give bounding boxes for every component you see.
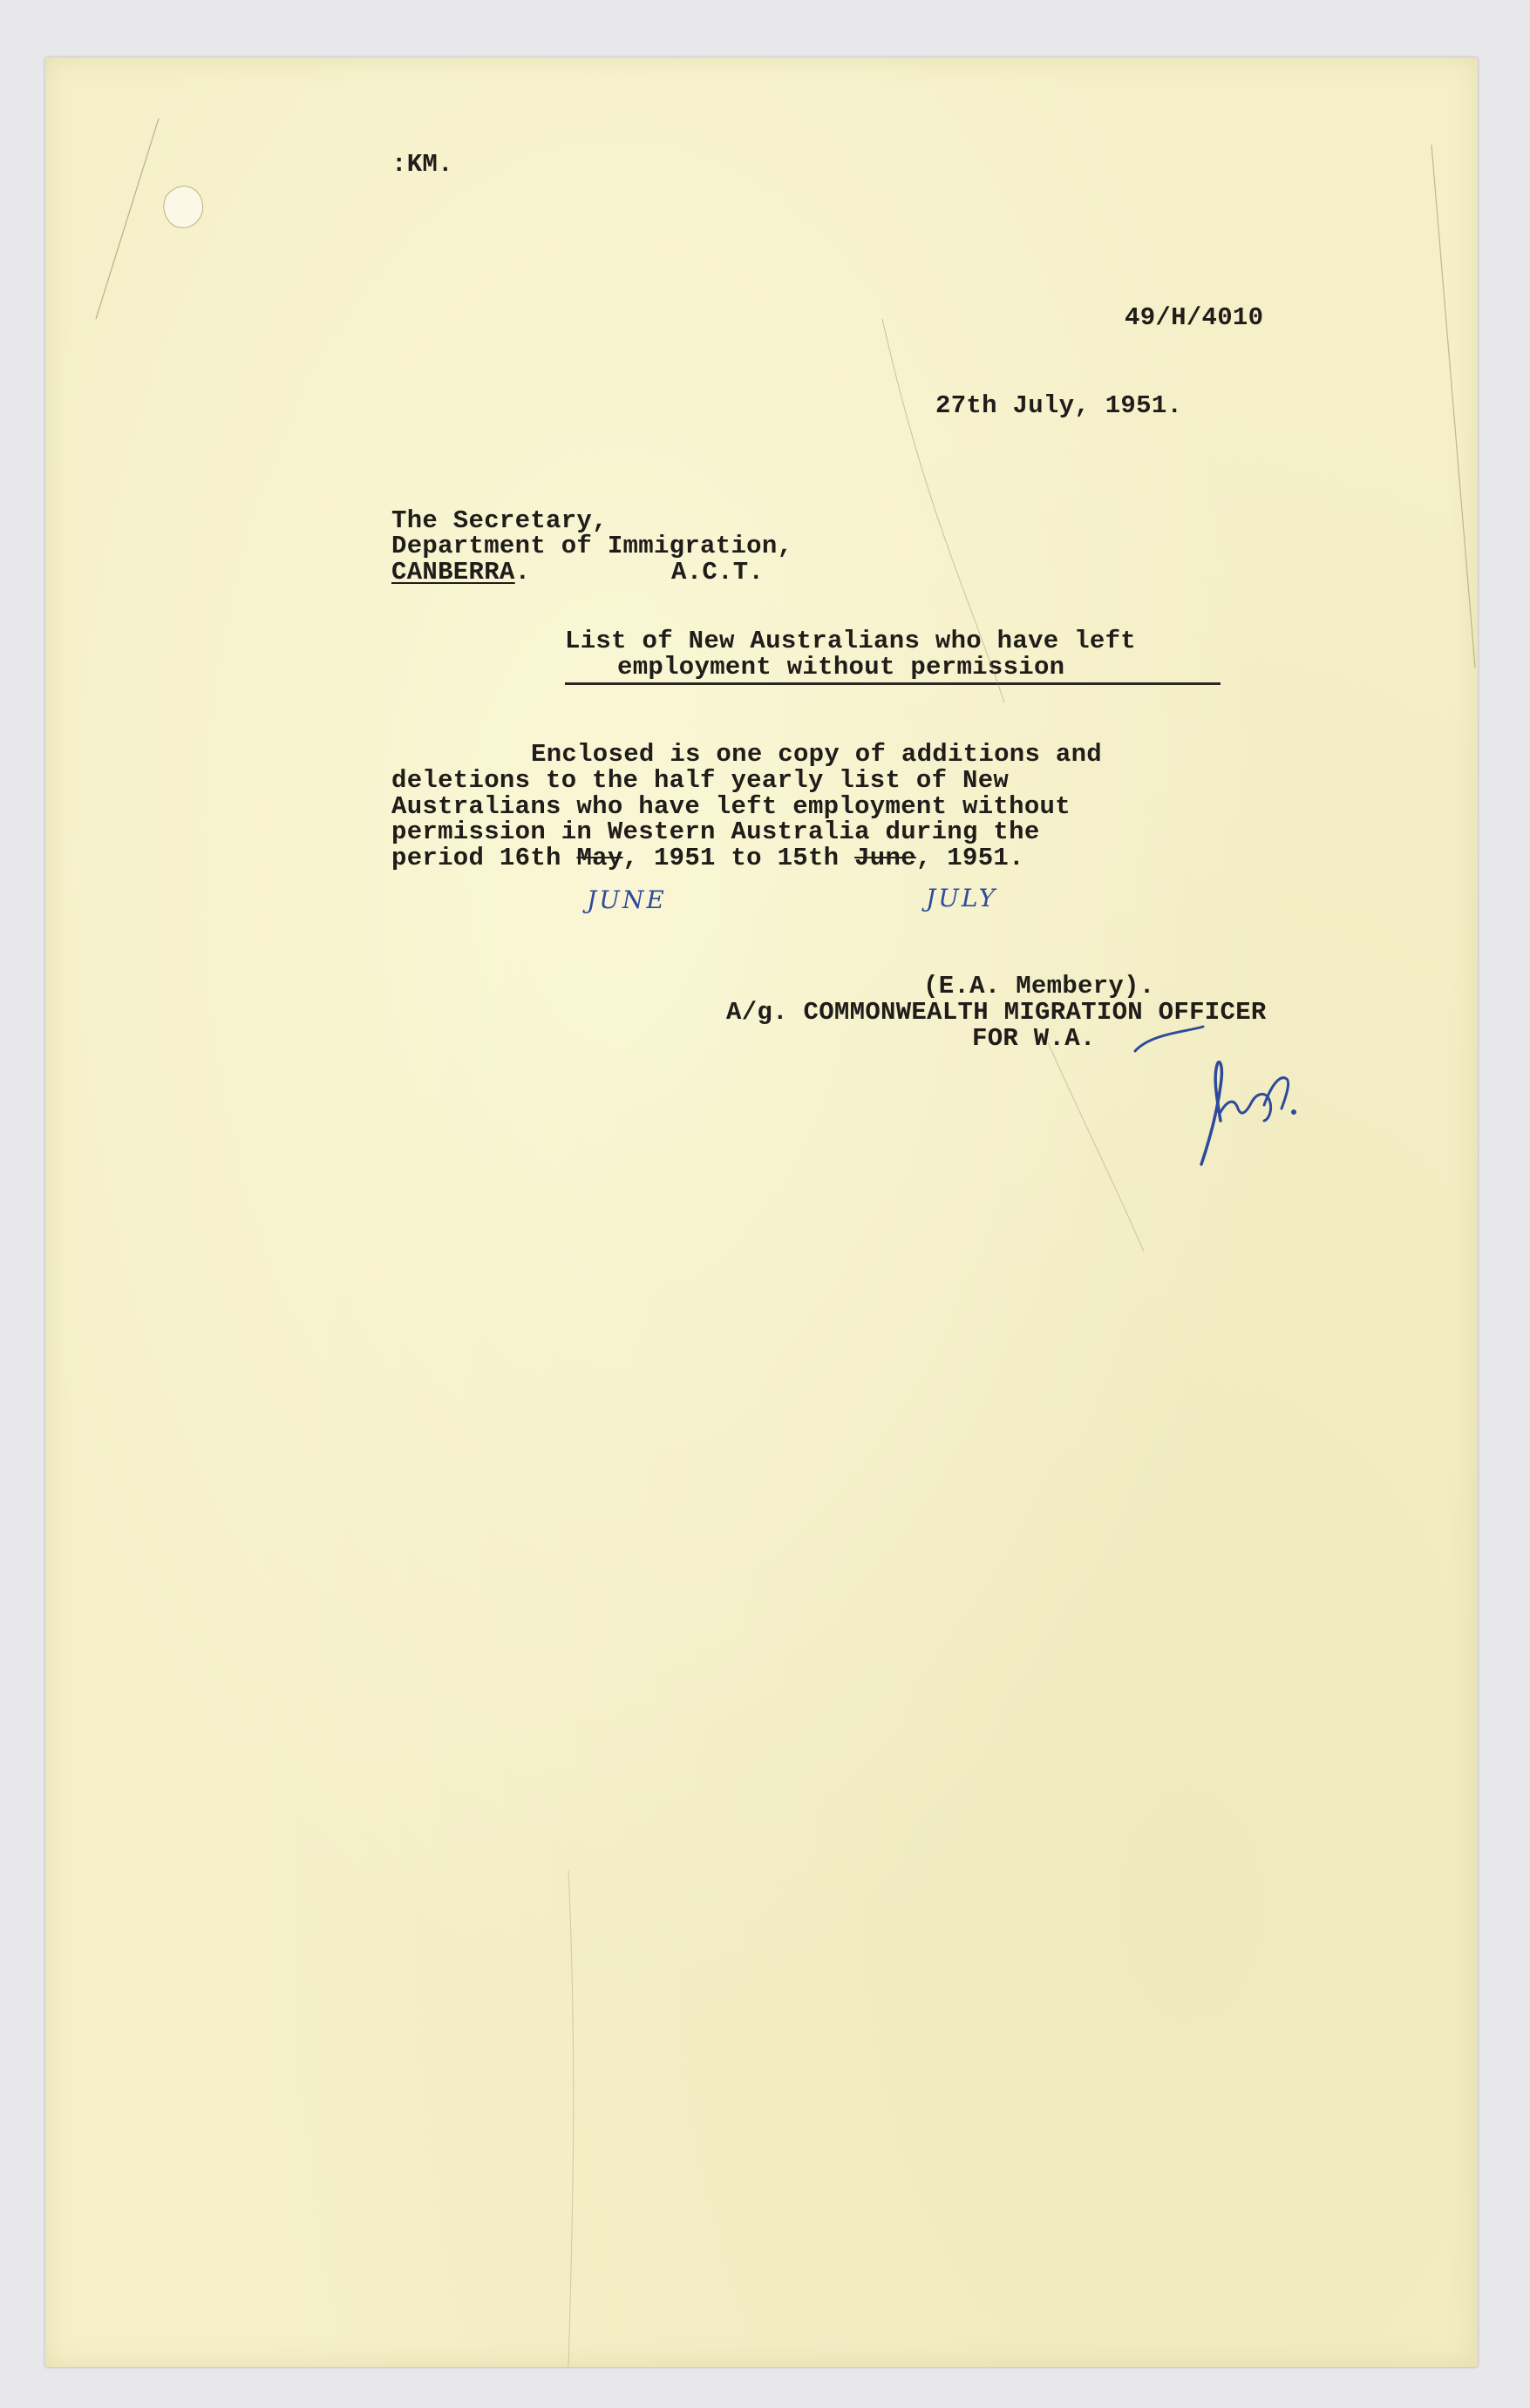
addressee-line-1: The Secretary, [391, 506, 608, 535]
struck-month-may: May [576, 844, 623, 872]
signatory-name: (E.A. Membery). [923, 972, 1155, 1001]
addressee-city: CANBERRA [391, 558, 515, 587]
body-line-5-prefix: period 16th [391, 844, 577, 872]
handwritten-correction-june: JUNE [587, 885, 667, 914]
body-line-5-suffix: , 1951. [915, 844, 1024, 872]
signatory-title: A/g. COMMONWEALTH MIGRATION OFFICER [726, 998, 1267, 1027]
reference-initials: :KM. [391, 150, 453, 179]
body-line-5-middle: , 1951 to 15th [622, 844, 855, 872]
subject-line-1: List of New Australians who have left [565, 627, 1137, 655]
body-line-2: deletions to the half yearly list of New [391, 766, 1010, 795]
addressee-territory: A.C.T. [671, 558, 765, 587]
signatory-region: FOR W.A. [972, 1024, 1096, 1053]
body-line-3: Australians who have left employment without [391, 792, 1071, 821]
body-line-4: permission in Western Australia during the [391, 817, 1040, 846]
handwritten-correction-july: JULY [926, 884, 998, 912]
letter-date: 27th July, 1951. [935, 391, 1183, 420]
body-line-1: Enclosed is one copy of additions and [531, 740, 1103, 769]
struck-month-june: June [854, 844, 916, 872]
addressee-city-period: . [514, 558, 531, 587]
addressee-line-2: Department of Immigration, [391, 532, 793, 560]
paper-marks [45, 58, 1478, 2367]
letter-sheet [45, 58, 1478, 2367]
subject-line-2: employment without permission [617, 653, 1065, 682]
file-number: 49/H/4010 [1125, 303, 1264, 332]
